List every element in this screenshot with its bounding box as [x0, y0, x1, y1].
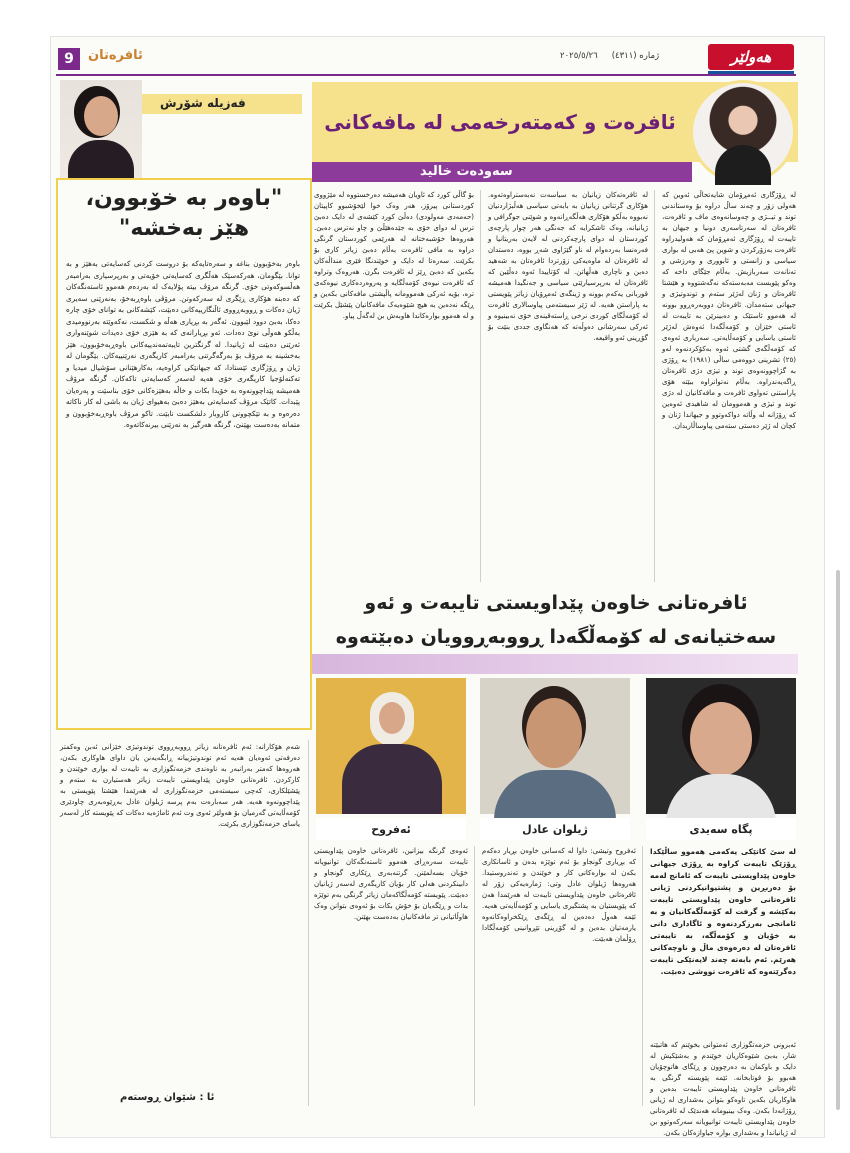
columnist-head: [84, 96, 118, 136]
interviewee-photo-1: [646, 678, 796, 814]
article1-column-2: لە ئافرەتەکان زیانیان بە سیاسەت نەبەستراوەتەوە. هۆکاری گرتنانی زیانیان بە بابەتی سیاسی هەڵبژاردنیان نەبووە بەڵکو هۆکاری هەڵگەڕانەوە و شوێنی جوگرافی و ژیانیانە، وەک ئاشکرایە کە جەنگی هەر چوار پارچەی کوردستان لە دوای پارچەکردنی لە لایەن بەریتانیا و فەرەنسا بەردەوام لە ناو گێژاوی شەڕ بووە، دەستدان لە ئافرەتان لە ماوەیەکی زۆرتردا ئافرەتان بە شەهید دەبن و ناچاری هەڵهاتن. لە کۆتاییدا ئەوە دەڵێین کە ئافرەتان لە بەرپرسیارێتی سیاسی و جەنگیدا هەمیشە قوربانی یەکەم بوونە و ژینگەی ئەمڕۆیان زیاتر پێویستی بە پاراستن هەیە. لە ژێر سیستەمی پیاوسالاری ئافرەت لە کۆمەڵگای کوردی نرخی ڕاستەقینەی خۆی نەبینیوە و ئەرکی سەرشانی دەوڵەتە کە هەنگاوی جددی بنێت بۆ گۆڕینی ئەو واقیعە.: [488, 191, 648, 342]
article2-lead: لە سێ کاتێکی یەکەمی هەموو ساڵێکدا ڕۆژێک تایبەت کراوە بە ڕۆژی جیهانی خاوەن پێداویستی تایبەت کە ئامانج لەمە بۆ دەربڕین و پشتیوانیکردنی ژیانی ئافرەتانی خاوەن پێداویستی تایبەت بەکێشە و گرفت لە کۆمەڵگەکانیان و بە ئامانجی بەرزکردنەوە و ئاگاداری دانی بە خۆیان و کۆمەڵگە، بە تایبەتی ئافرەتان لە دەرەوەی ماڵ و ناوچەکانی هەرێم. ئەم بابەتە چەند لایەنێکی تایبەت دەگرێتەوە کە ئافرەت تووشی دەبێت.: [650, 847, 796, 976]
article2-column-3: ئەوەی گرنگە بیزانین، ئافرەتانی خاوەن پێداویستی تایبەت سەرەڕای هەموو ئاستەنگەکان توانیویانە خۆیان بسەلمێنن. گرتنەبەری ڕێکاری گونجاو و دابینکردنی هەلی کار بۆیان کاریگەری لەسەر ژیانیان دەبێت. پێویستە کۆمەڵگاکەمان زیاتر گرنگی بەم توێژە بدات و ڕێگەیان بۆ خۆش بکات بۆ ئەوەی بتوانن وەک هاوڵاتیانی تر مافەکانیان بەدەست بهێنن.: [314, 847, 468, 921]
opinion-body: باوەر بەخۆبوون بناغە و سەرەتایەکە بۆ دروست کردنی کەسایەتی بەهێز و بە توانا. بێگومان، هەرکەسێک هەڵگری کەسایەتی خۆیەتی و بەرپرسیاری بەرامبەر هەڵسوکەوتی خۆی. گرنگە مرۆڤ بیتە پۆلایەک لە بەردەم هەموو ئاستەنگەکان کە دەبنە هۆکاری ڕێگری لە سەرکەوتن. مرۆڤی باوەڕبەخۆ، بەنەرێنی سەیری ژیان دەکات و ڕووبەڕووی ئاڵنگارییەکانی دەبێت، کێشەکانی بە توانای خۆی چارە دەکا، بەبێ دوود لێبوون. ئەگەر بە بڕیاری هەڵە و شکست، نەکەوێتە بەرنوومیدی بەڵکو هەوڵی نوێ دەدات. ئەو بڕیارانەی کە بە هێزی خۆی دەیدات شوێنەواری ئەرێنی دەبێت لە ژیانیدا. لە گرنگترین تایبەتمەندییەکانی باوەڕبەخۆبوون، هێز بەخشینە بە مرۆڤ بۆ بەرگەگرتنی بەرامبەر کاریگەری نەرێنییەکان. بێگومان لە ژیان و ڕۆژگاری ئێستادا، کە جیهانێکی کراوەیە، بەکارهێنانی سۆشیال میدیا و تەکنەلۆجیا کاریگەری خۆی هەیە لەسەر کەسایەتی تاکەکان. گرنگە مرۆڤ هەمیشە پێداچوونەوە بە خۆیدا بکات و خاڵە بەهێزەکانی خۆی بناسێت و پەرەیان پێبدات. کاتێک مرۆڤ کەسایەتی بەهێز دەبێ بەهیوای ژیان بە باشی لە کار ناکاتە دەرەوە و بە تێکچوونی کاروبار دلشکست نابێت. تاکو مرۆڤ باوەڕبەخۆبوون و متمانە بەدەست بهێنێ، گرنگە هەرگیز بە نەرێنی بیرنەکاتەوە.: [66, 259, 300, 429]
page-number: 9: [58, 48, 80, 70]
photo3-face: [379, 702, 405, 734]
author-portrait-photo: [690, 80, 796, 184]
article1-author: سەودەت خالید: [420, 164, 513, 179]
article2-byline: ئا : شێوان ڕوستەم: [120, 1092, 215, 1103]
column-divider: [654, 190, 655, 582]
photo2-face: [526, 698, 582, 768]
issue-info: [560, 51, 659, 61]
interviewee-photo-2: [480, 678, 630, 814]
article1-headline: ئافرەت و کەمتەرخەمی لە مافەکانی: [324, 110, 676, 134]
photo1-face: [690, 702, 752, 776]
column-divider: [480, 190, 481, 582]
article1-column-1: لە ڕۆژگاری ئەمڕۆمان شایەتحاڵی ئەوین کە هەولی زۆر و چەند ساڵ دراوە بۆ وەستاندنی توند و تیــژی و چەوسانەوەی ماف و ئافرەت، ئافرەتان لە سەرتاسەری دونیا و جیهان بە تایبەت لە ڕۆژگاری ئەمڕۆمان کە هەولیدراوە ئافرەت بەزۆرکردن و شوین پێ هەبی لە بواری سیاسی و زانستی و ئابووری و وەرزشی و تەنانەت سەربازیش. بەڵام جێگای داخە کە وەکو پێویست مەبەستەکە نەگەشتووە و هێشتا ئافرەتان و ژنان لەژێر ستەم و توندوتیژی و جیهانی ستەمدان. ئافرەتان دووبەرەڕوو بوونە لە هەموو ئاستێک و دەبینرێن بە تایبەت لە ئاستی خێزان و کۆمەڵگەدا ئەوەش لەژێر ئاستی یاسایی و کۆمەڵایەتی. سەرباری ئەوەی کە کۆمەڵگەی گشتی ئەوە بەکۆکردنەوە لەو (٢٥) تشرینی دووەمی ساڵی (١٩٨١) بە ڕۆژی بە گژاچوونەوەی توند و تیژی دژی ئافرەتان ڕاگەیەندراوە. بەڵام نەتوانراوە ببێتە هۆی پاراستنی تەواوی ئافرەت و مافەکانیان لە دژی توند و تیژی و هەموومان لە شاهیدی ئەوەین کە ڕۆژانە لە وڵاتە دواکەوتوو و جیهاندا ژنان و کچان لە ژێر دەستی ستەمی پیاوساڵاریدان.: [662, 191, 796, 430]
section-title: ئافرەتان: [88, 48, 143, 63]
photo3-body: [342, 744, 442, 814]
header-rule: [56, 74, 796, 76]
newspaper-logo: هەولێر: [708, 44, 794, 70]
interviewee-name-2: ژیلوان عادل: [480, 818, 630, 840]
scrollbar[interactable]: [836, 570, 840, 1110]
portrait-shoulders: [715, 145, 771, 185]
article2-column-2: ئەفروح وتیشی: داوا لە کەسانی خاوەن بڕیار دەکەم کە بڕیاری گونجاو بۆ ئەم توێژە بدەن و ئاسانکاری بکەن لە بوارەکانی کار و خوێندن و تەندروستیدا. هەروەها ژیلوان عادل وتی: ژمارەیەکی زۆر لە ئافرەتانی خاوەن پێداویستی تایبەت لە هەرێمدا هەن کە پێویستیان بە پشتگیری یاسایی و کۆمەڵایەتی هەیە. ئێمە هەوڵ دەدەین لە ڕێگەی ڕێکخراوەکانەوە یارمەتیان بدەین و لە گۆڕینی تێڕوانینی کۆمەڵگادا ڕۆڵمان هەبێت.: [482, 847, 636, 943]
issue-date: ٢٠٢٥/٥/٢٦: [560, 51, 598, 61]
photo1-body: [666, 774, 776, 824]
interviewee-name-1: پگاە سەیدی: [646, 818, 796, 840]
column-divider: [642, 846, 643, 1106]
column-divider: [474, 846, 475, 1106]
photo2-body: [494, 770, 616, 820]
interviewee-photo-3: [316, 678, 466, 814]
article2-headline: ئافرەتانی خاوەن پێداویستی تایبەت و ئەو سەختیانەی لە کۆمەڵگەدا ڕووبەڕوویان دەبێتەوە: [335, 592, 777, 648]
columnist-photo: [60, 80, 142, 180]
columnist-name: فەزیلە شۆرش: [160, 96, 246, 110]
article2-column-1: ئەبرونی خزمەتگوزاری ئەمتوانی بخوێنم کە هاتبێتە شار، بەبێ شێوەکاریان خوێندم و بەشێکیش لە دایک و باوکمان بە دەرچوون و ڕێگای هاتوچۆیان هەبوو بۆ قوتابخانە. ئێمە پێویستە گرنگی بە ئافرەتانی خاوەن پێداویستی تایبەت بدەین و هاوکاریان بکەین تاوەکو بتوانن بەشداری لە ژیانی ڕۆژانەدا بکەن. وەک بینیومانە هەندێک لە ئافرەتانی خاوەن پێداویستی تایبەت توانیویانە سەرکەوتوو بن لە ژیانیاندا و بەشداری بوارە جیاوازەکان بکەن.: [650, 1041, 796, 1137]
issue-number: ژمارە (٤٣١١): [611, 51, 660, 61]
opinion-headline: "باوەر بە خۆبوون، هێز بەخشە": [85, 186, 283, 241]
article1-column-3: بۆ گاڵی کورد کە ئاویان هەمیشە دەرخستووە لە مێژووی کوردستانی پیرۆز، هەر وەک خوا لێخۆشبوو کاپیتان (حەمەدی مەولودی) دەڵێ کورد کێشەی لە دایک دەبێ ترس لە دوای خۆی بە جێدەهێڵێ و چاو نەترس دەبێ. هەروەها خۆشبەختانە لە هەرێمی کوردستان گرنگی دراوە بە مافی ئافرەت بەڵام دەبێ زیاتر کاری بۆ بکرێت. سەرەتا لە دایک و خوێندنگا فێری منداڵەکان بکەین کە دەبێ ڕێز لە ئافرەت بگرن. هەروەک وتراوە کە ئافرەت نیوەی کۆمەڵگایە و پەروەردەکاری نیوەکەی ترە، بۆیە ئەرکی هەموومانە پاڵپشتی مافەکانی بکەین و ڕێگە نەدەین بە هیچ شێوەیەک مافەکانیان پێشێل بکرێت و لە هەموو بوارەکاندا هاوبەش بن لەگەڵ پیاو.: [314, 191, 474, 320]
article2-column-4: شەم هۆکارانە: ئەم ئافرەتانە زیاتر ڕووبەڕووی توندوتیژی خێزانی ئەبن وەکمتر دەرفەتی ئەوەیان هەیە ئەم توندوتیژییانە ڕابگەیەنن یان داوای هاوکاری بکەن، هەروەها کەمتر بەرانبەر بە ناوەندی خزمەتگوزاری بە تایبەت لە بواری خوێندن و کارکردن. ئافرەتانی خاوەن پێداویستی تایبەت زیاتر هەستیارن بە ستەم و پێشێلکاری، کەچی سیستەمی خزمەتگوزاری لە هەرێمدا هێشتا پێویستی بە پێداچوونەوە هەیە. هەر سەبارەت بەم پرسە ژیلوان عادل بەڕێوەبەری چاودێری کۆمەڵایەتی گەرمیان بۆ هەولێر ئەوی وت ئەم ئاماژەیە دەکات کە پێویستە کار لەسەر یاسای خزمەتگوزاری بکرێت.: [60, 743, 300, 828]
column-divider: [308, 740, 309, 1106]
interviewee-name-3: ئەفروح: [316, 818, 466, 840]
